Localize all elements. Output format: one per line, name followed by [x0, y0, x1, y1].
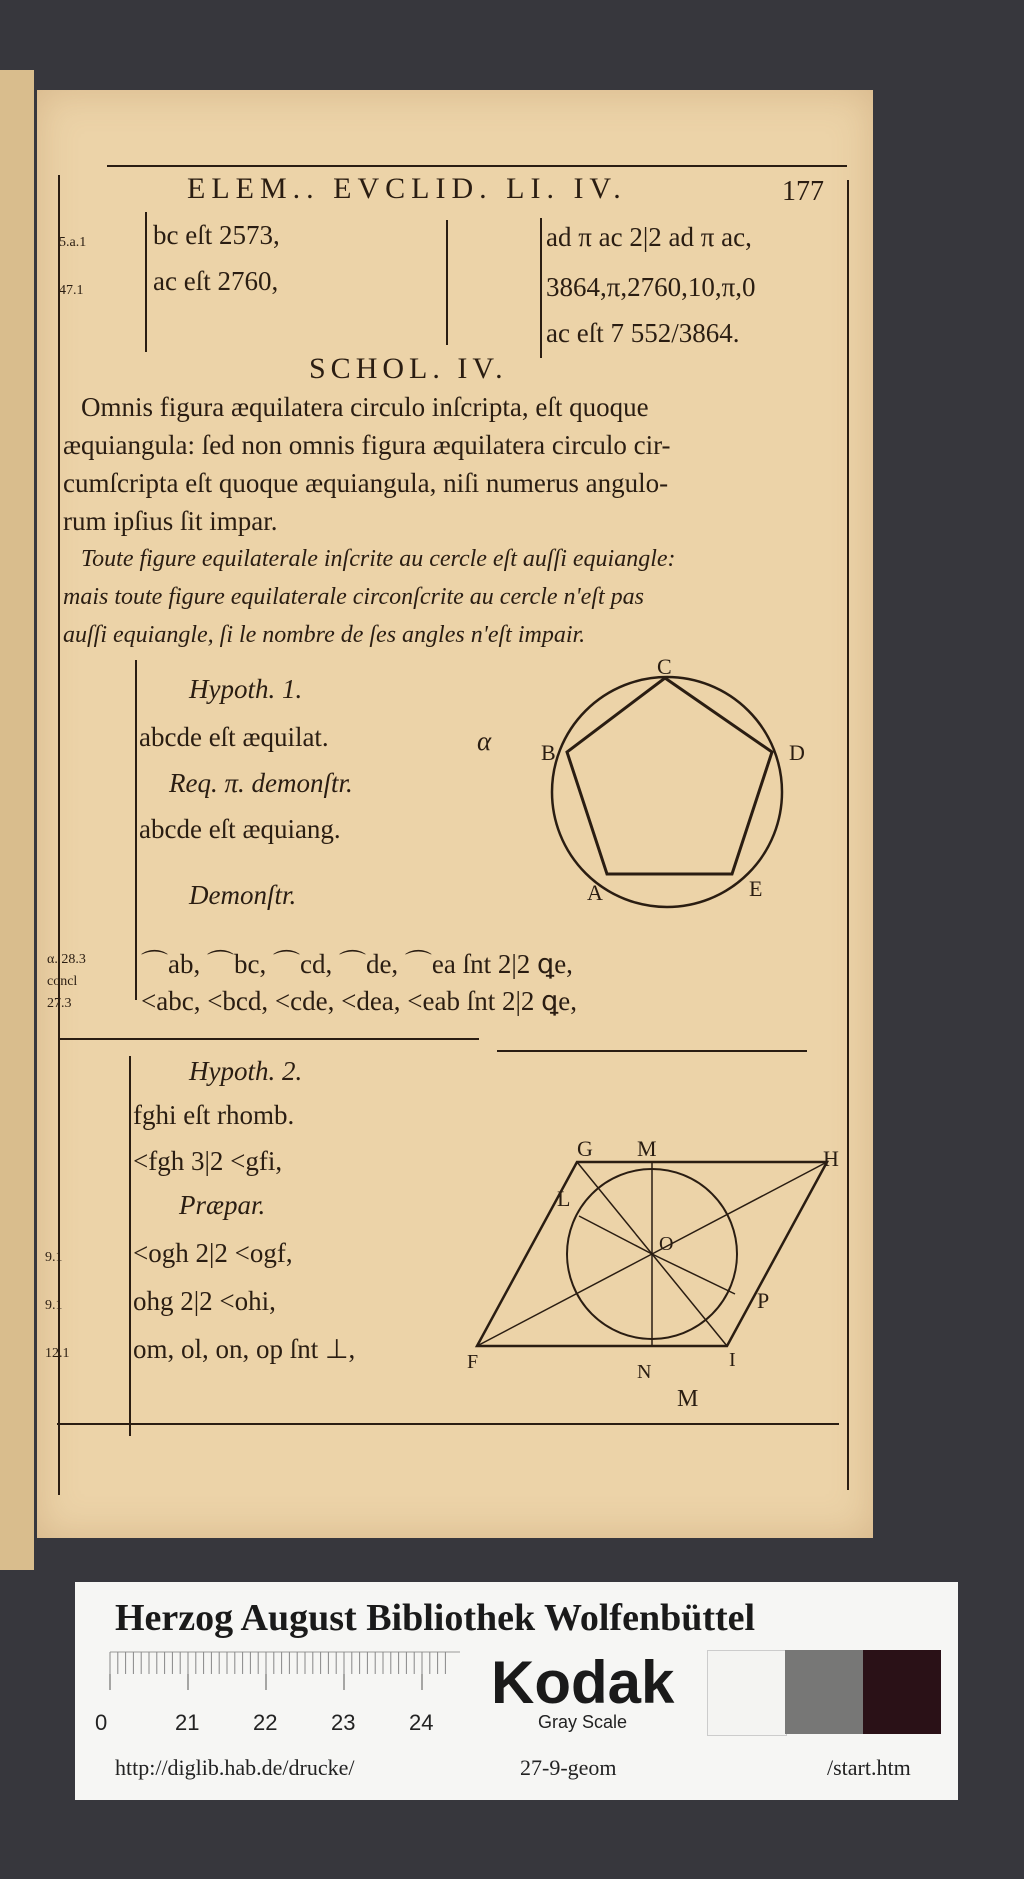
- hypothesis-label: Hypoth. 1.: [189, 674, 303, 704]
- scale-number: 22: [253, 1710, 278, 1735]
- section-rule: [497, 1050, 807, 1052]
- label-n: N: [637, 1361, 652, 1383]
- text-line: ac eſt 7 552/3864.: [546, 318, 740, 348]
- kodak-gray-scale-strip: [75, 1582, 958, 1800]
- bottom-rule: [57, 1423, 839, 1425]
- running-header: ELEM.. EVCLID. LI. IV.: [187, 172, 627, 205]
- proof-line: om, ol, on, op ſnt ⊥,: [133, 1334, 356, 1364]
- label-p: P: [757, 1288, 770, 1313]
- label-d: D: [789, 740, 805, 765]
- library-title: Herzog August Bibliothek Wolfenbüttel: [115, 1597, 756, 1639]
- text-line: ad π ac 2|2 ad π ac,: [546, 222, 752, 252]
- label-m: M: [637, 1136, 657, 1161]
- bracket: [129, 1056, 131, 1436]
- label-i: I: [729, 1349, 736, 1371]
- demonstration-label: Demonſtr.: [189, 880, 297, 910]
- label-o: O: [659, 1233, 674, 1255]
- french-line: mais toute figure equilaterale circonſcrite au cercle n'eſt pas: [63, 584, 644, 610]
- proof-line: ⌒ab, ⌒bc, ⌒cd, ⌒de, ⌒ea ſnt 2|2 ꝗe,: [141, 949, 573, 979]
- scale-number: 0: [95, 1710, 108, 1735]
- bracket: [446, 220, 448, 345]
- scale-number: 24: [409, 1710, 434, 1735]
- gray-swatch-black: [863, 1650, 941, 1734]
- url-part: /start.htm: [827, 1755, 911, 1780]
- left-frame-rule: [58, 175, 60, 1495]
- text-line: bc eſt 2573,: [153, 220, 280, 250]
- label-l: L: [557, 1186, 571, 1211]
- label-e: E: [749, 876, 763, 901]
- hypothesis-label: Hypoth. 2.: [189, 1056, 303, 1086]
- margin-ref: 9.1: [45, 1298, 63, 1313]
- requirement-label: Req. π. demonſtr.: [169, 768, 353, 798]
- book-page: [37, 90, 873, 1538]
- top-rule: [107, 165, 847, 167]
- proof-line: <ogh 2|2 <ogf,: [133, 1238, 293, 1268]
- scale-number: 21: [175, 1710, 200, 1735]
- margin-ref: 47.1: [59, 283, 84, 298]
- label-c: C: [657, 654, 672, 679]
- latin-line: rum ipſius ſit impar.: [63, 506, 278, 536]
- scholium-heading: SCHOL. IV.: [309, 352, 508, 385]
- bracket: [145, 212, 147, 352]
- text-line: 3864,π,2760,10,π,0: [546, 272, 756, 302]
- french-line: auſſi equiangle, ſi le nombre de ſes angles n'eſt impair.: [63, 622, 586, 648]
- margin-ref: 5.a.1: [59, 235, 87, 250]
- requirement: abcde eſt æquiang.: [139, 814, 341, 844]
- page-number: 177: [782, 176, 824, 207]
- margin-ref: 12.1: [45, 1346, 70, 1361]
- bracket: [135, 660, 137, 1000]
- ruler-scale: [110, 1650, 460, 1736]
- margin-ref: 9.1: [45, 1250, 63, 1265]
- margin-ref: α. 28.3: [47, 952, 86, 967]
- pentagon: [567, 678, 772, 874]
- proof-line: ohg 2|2 <ohi,: [133, 1286, 276, 1316]
- label-b: B: [541, 740, 556, 765]
- latin-line: Omnis figura æquilatera circulo inſcripta, eſt quoque: [81, 392, 649, 422]
- scale-number: 23: [331, 1710, 356, 1735]
- latin-line: cumſcripta eſt quoque æquiangula, niſi numerus angulo-: [63, 468, 669, 498]
- alpha-mark: α: [477, 726, 492, 756]
- hypothesis: fghi eſt rhomb.: [133, 1100, 295, 1130]
- section-rule: [59, 1038, 479, 1040]
- rhombus-figure: [467, 1120, 857, 1420]
- gray-swatch-white: [707, 1650, 787, 1736]
- hypothesis: abcde eſt æquilat.: [139, 722, 329, 752]
- kodak-logo: Kodak: [491, 1649, 675, 1716]
- url-part: http://diglib.hab.de/drucke/: [115, 1755, 355, 1780]
- url-part: 27-9-geom: [520, 1755, 617, 1780]
- gray-scale-label: Gray Scale: [538, 1712, 628, 1732]
- margin-ref: 27.3: [47, 996, 72, 1011]
- catchword: M: [677, 1386, 699, 1412]
- label-f: F: [467, 1351, 479, 1373]
- latin-line: æquiangula: ſed non omnis figura æquilatera circulo cir-: [63, 430, 671, 460]
- adjacent-page-edge: [0, 70, 34, 1570]
- bracket: [540, 218, 542, 358]
- pentagon-figure: [527, 654, 847, 910]
- label-a: A: [587, 880, 603, 905]
- proof-line: <abc, <bcd, <cde, <dea, <eab ſnt 2|2 ꝗe,: [141, 986, 578, 1016]
- gray-swatch-mid: [785, 1650, 863, 1734]
- label-g: G: [577, 1136, 593, 1161]
- preparation-label: Præpar.: [179, 1190, 266, 1220]
- label-h: H: [823, 1146, 839, 1171]
- angle-line: <fgh 3|2 <gfi,: [133, 1146, 283, 1176]
- margin-ref: concl: [47, 974, 78, 989]
- french-line: Toute figure equilaterale inſcrite au cercle eſt auſſi equiangle:: [81, 546, 676, 572]
- text-line: ac eſt 2760,: [153, 266, 279, 296]
